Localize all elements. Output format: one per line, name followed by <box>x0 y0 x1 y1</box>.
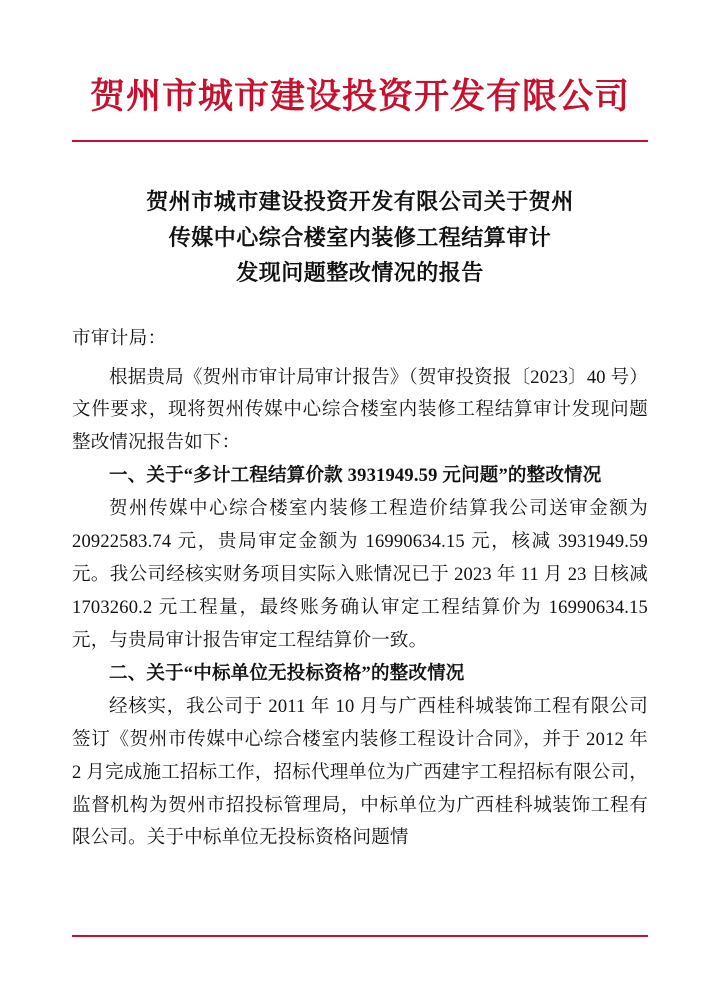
document-title-line-1: 贺州市城市建设投资开发有限公司关于贺州 <box>146 189 574 214</box>
paragraph-intro: 根据贵局《贺州市审计局审计报告》（贺审投资报〔2023〕40 号）文件要求，现将贺州传媒中心综合楼室内装修工程结算审计发现问题整改情况报告如下： <box>72 367 648 454</box>
paragraph-item-1-heading: 一、关于“多计工程结算价款 3931949.59 元问题”的整改情况 <box>109 466 602 487</box>
document-title-line-2: 传媒中心综合楼室内装修工程结算审计 <box>168 224 552 250</box>
document-title-line-3: 发现问题整改情况的报告 <box>236 260 484 286</box>
letterhead-organization-name: 贺州市城市建设投资开发有限公司 <box>89 77 630 116</box>
letterhead-divider-line <box>72 140 648 142</box>
footer-divider-line <box>72 935 648 937</box>
document-page <box>0 76 720 993</box>
document-title <box>72 184 648 291</box>
paragraph-item-2-body: 经核实，我公司于 2011 年 10 月与广西桂科城装饰工程有限公司签订《贺州市传媒中心综合楼室内装修工程设计合同》，并于 2012 年 2 月完成施工招标工作，招标代理单位为广西建宇工程招标有限公司，监督机构为贺州市招投标管理局，中标单位为广西桂科城装饰工程有限公司。关于中标单位无投标资格问题情 <box>72 696 648 849</box>
paragraph-item-2-heading: 二、关于“中标单位无投标资格”的整改情况 <box>109 663 465 684</box>
paragraph-item-1-body: 贺州传媒中心综合楼室内装修工程造价结算我公司送审金额为 20922583.74 元，贵局审定金额为 16990634.15 元，核减 3931949.59 元。我公司经核实财务项目实际入账情况已于 2023 年 11 月 23 日核减 1703260.2 元工程量，最终账务确认审定工程结算价为 16990634.15 元，与贵局审计报告审定工程结算价一致。 <box>72 499 648 651</box>
recipient-line: 市审计局： <box>72 328 167 349</box>
document-body <box>72 362 648 856</box>
footer-divider-container <box>72 935 648 937</box>
